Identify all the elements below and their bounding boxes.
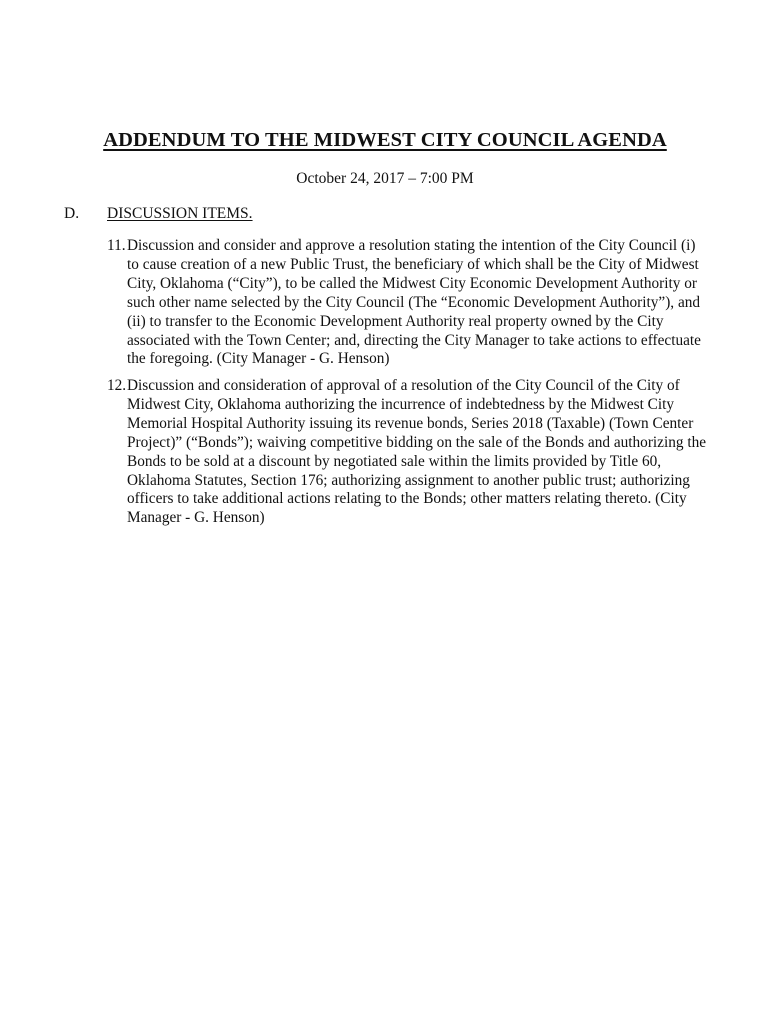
page-title: ADDENDUM TO THE MIDWEST CITY COUNCIL AGENDA xyxy=(103,129,667,151)
agenda-item xyxy=(107,237,707,369)
section-title: DISCUSSION ITEMS. xyxy=(107,205,253,222)
agenda-item-text: Discussion and consider and approve a resolution stating the intention of the City Council (i) to cause creation of a new Public Trust, the beneficiary of which shall be the City of Midwest City, Oklahoma (“City”), to be called the Midwest City Economic Development Authority or such other name selected by the City Council (The “Economic Development Authority”), and (ii) to transfer to the Economic Development Authority real property owned by the City associated with the Town Center; and, directing the City Manager to take actions to effectuate the foregoing. (City Manager - G. Henson) xyxy=(127,237,701,368)
agenda-item-body xyxy=(107,237,707,369)
agenda-item-number: 11. xyxy=(107,237,126,254)
agenda-item-body xyxy=(107,377,707,528)
meeting-date: October 24, 2017 – 7:00 PM xyxy=(296,170,474,187)
agenda-item-text: Discussion and consideration of approval of a resolution of the City Council of the City of Midwest City, Oklahoma authorizing the incurrence of indebtedness by the Midwest City Memorial Hospital Authority issuing its revenue bonds, Series 2018 (Taxable) (Town Center Project)” (“Bonds”); waiving competitive bidding on the sale of the Bonds and authorizing the Bonds to be sold at a discount by negotiated sale within the limits provided by Title 60, Oklahoma Statutes, Section 176; authorizing assignment to another public trust; authorizing officers to take additional actions relating to the Bonds; other matters relating thereto. (City Manager - G. Henson) xyxy=(127,377,707,527)
section-letter: D. xyxy=(64,205,80,222)
agenda-item xyxy=(107,377,707,528)
agenda-item-number: 12. xyxy=(107,377,127,394)
